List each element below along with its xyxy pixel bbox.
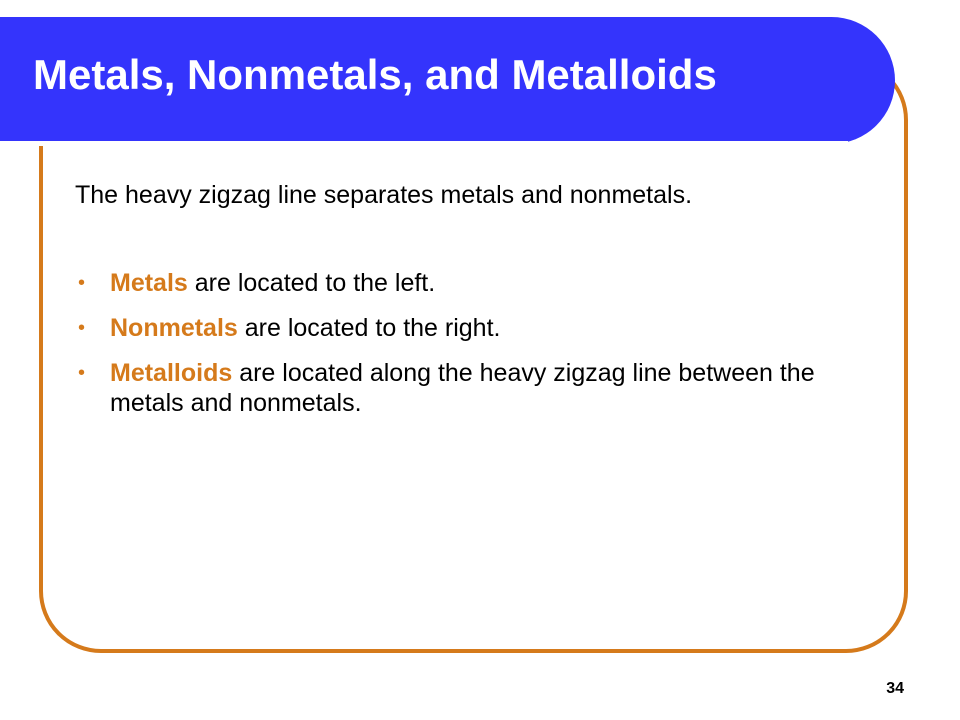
bullet-term: Metals: [110, 269, 188, 297]
bullet-item-metalloids: [75, 358, 815, 418]
bullet-dot-icon: •: [78, 317, 86, 339]
bullet-term: Nonmetals: [110, 314, 238, 342]
bullet-list: [75, 268, 815, 433]
bullet-item-nonmetals: [75, 313, 815, 343]
intro-text: The heavy zigzag line separates metals and nonmetals.: [75, 181, 693, 209]
bullet-dot-icon: •: [78, 362, 86, 384]
bullet-term: Metalloids: [110, 359, 233, 387]
bullet-dot-icon: •: [78, 272, 86, 294]
bullet-text: are located to the right.: [237, 314, 501, 342]
page-number: 34: [886, 680, 904, 697]
bullet-item-metals: [75, 268, 815, 298]
title-underline: [0, 141, 848, 146]
bullet-text: are located along the heavy zigzag line between the metals and nonmetals.: [110, 359, 815, 417]
slide-title: Metals, Nonmetals, and Metalloids: [33, 51, 717, 98]
bullet-text: are located to the left.: [187, 269, 436, 297]
